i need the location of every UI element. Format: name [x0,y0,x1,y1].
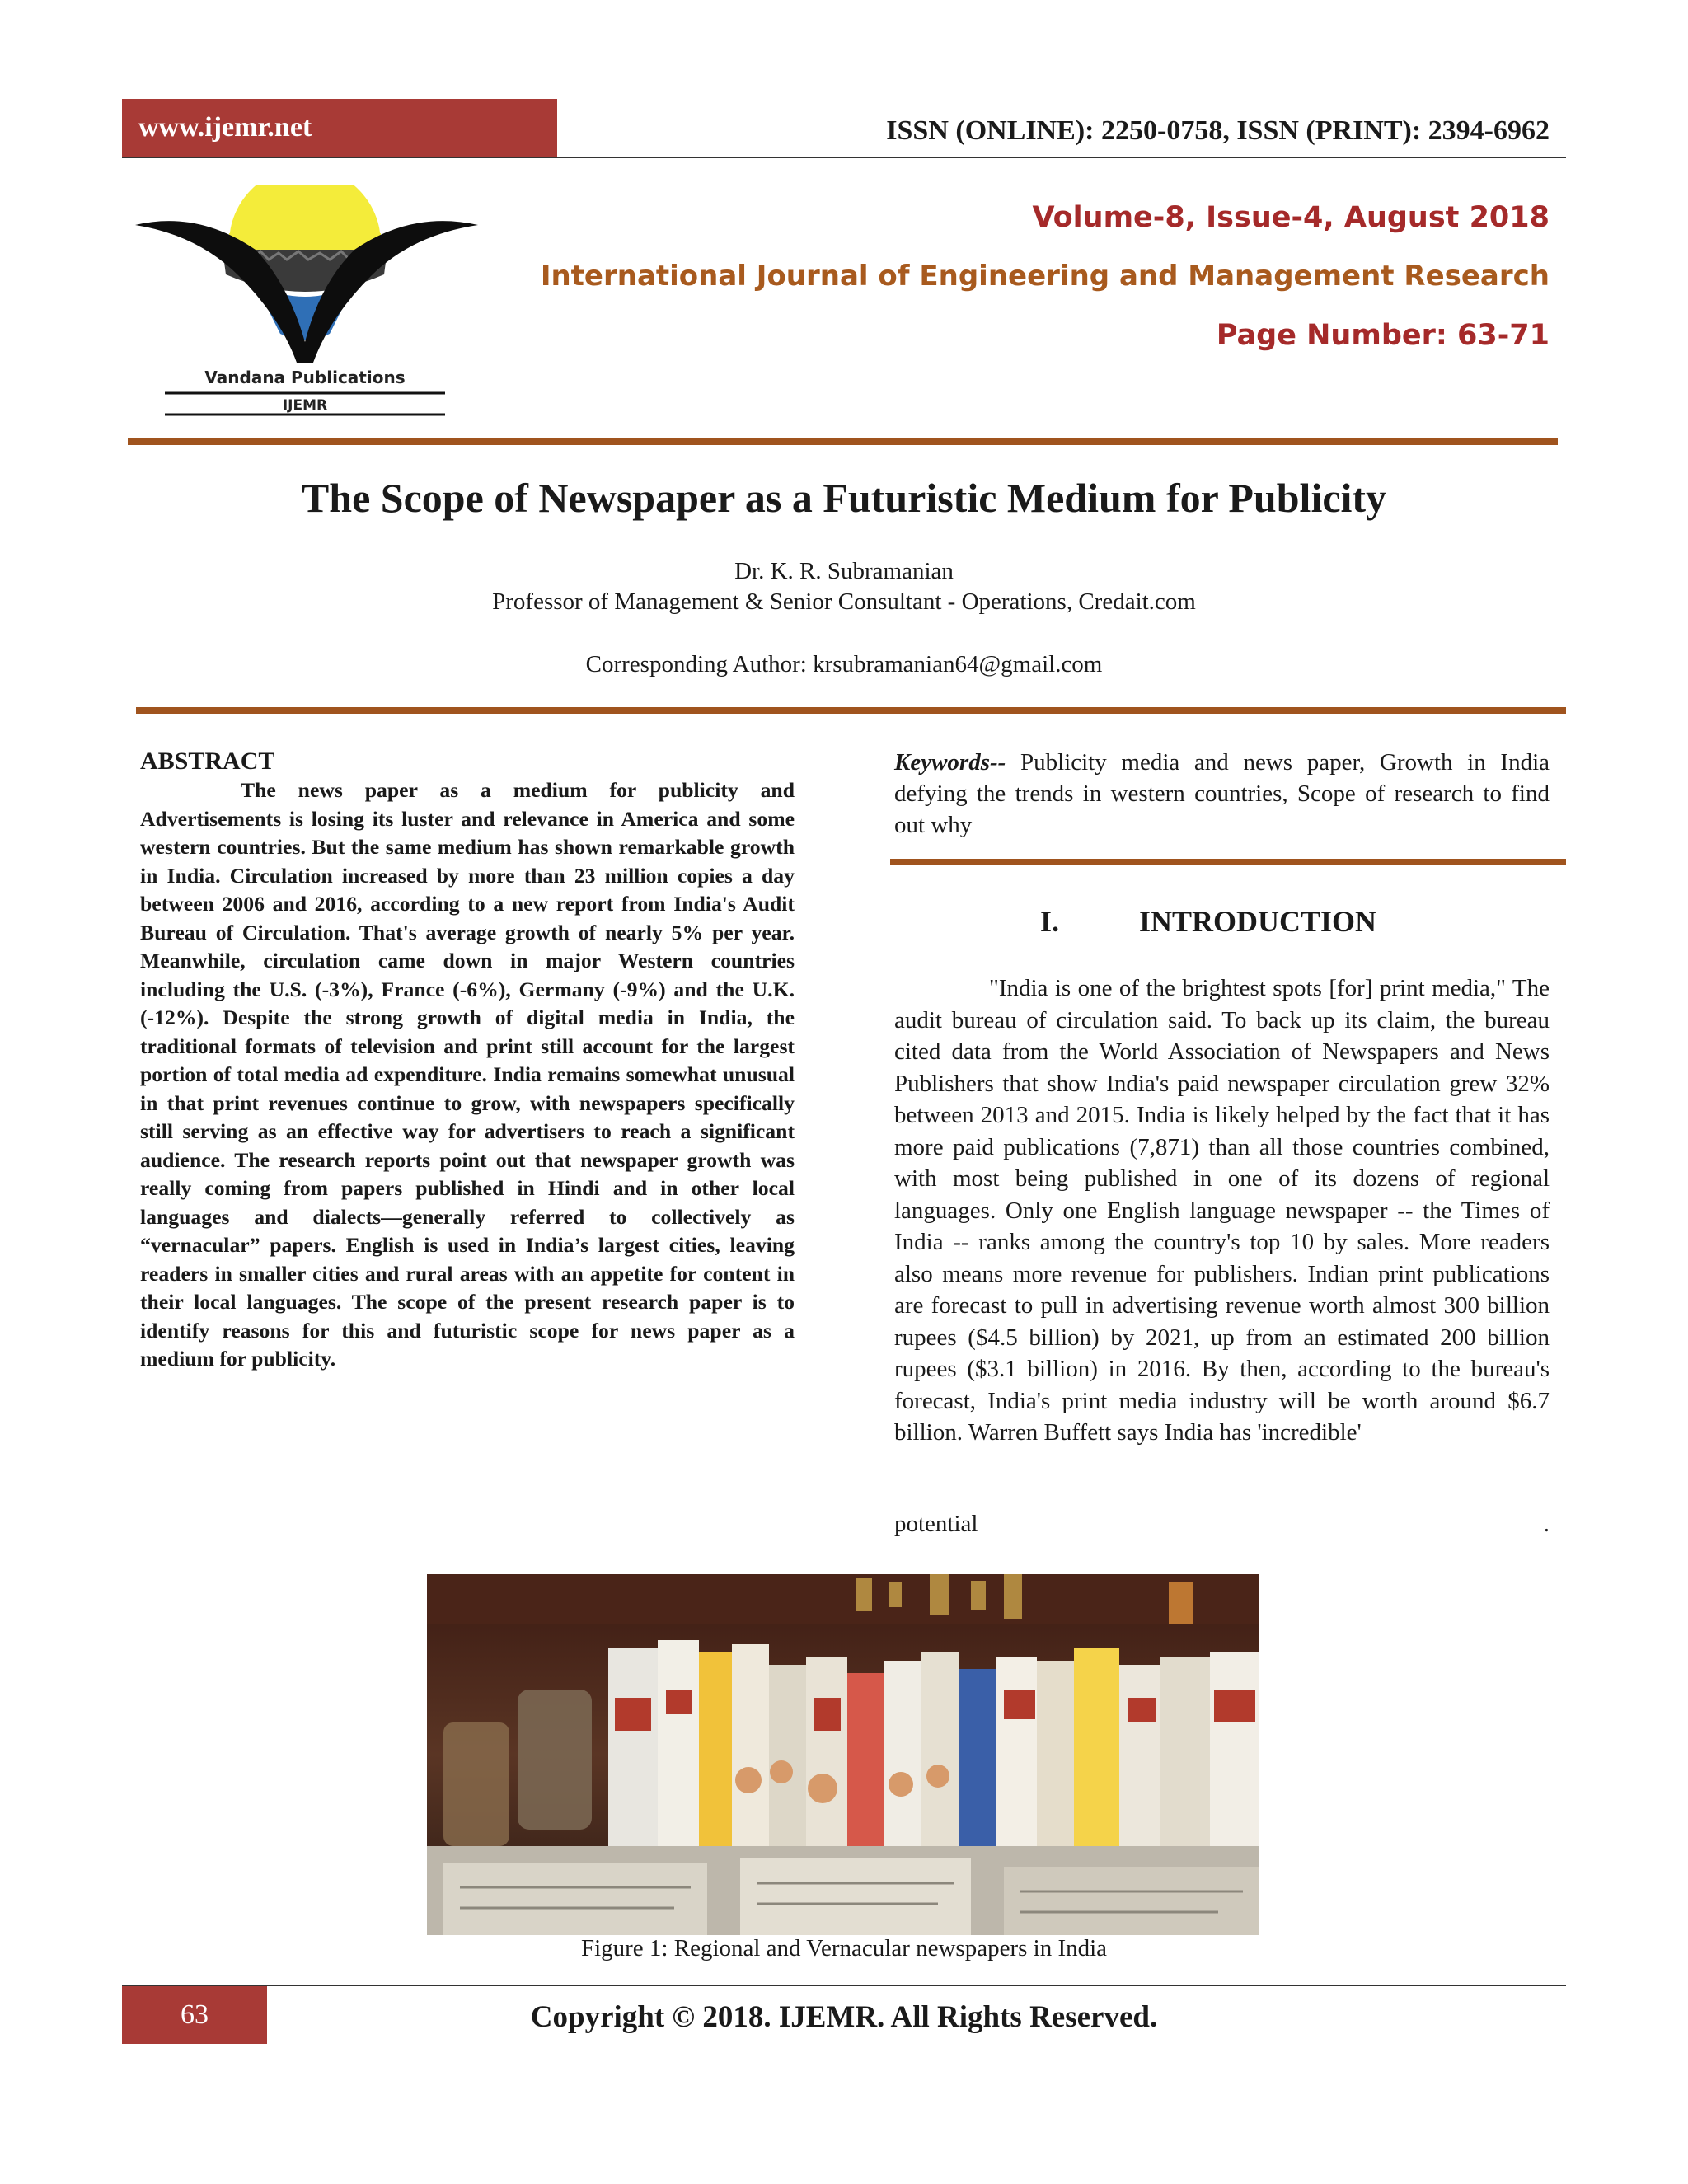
logo-emblem [135,185,478,363]
keywords-rule [890,859,1566,865]
footer-divider [122,1985,1566,1986]
issn-line: ISSN (ONLINE): 2250-0758, ISSN (PRINT): 2394-6962 [886,115,1550,146]
logo-abbr-text: IJEMR [282,397,328,414]
section-title: INTRODUCTION [1139,905,1377,938]
author-affiliation: Professor of Management & Senior Consultant - Operations, Credait.com [492,588,1196,615]
title-top-rule [128,438,1558,445]
header-divider [122,157,1566,158]
corresponding-author: Corresponding Author: krsubramanian64@gmail.com [585,651,1103,677]
page-number-badge: 63 [122,1986,267,2044]
figure-newspapers-photo [427,1574,1259,1935]
abstract-section [140,747,795,1374]
abstract-heading: ABSTRACT [140,748,275,775]
author-name: Dr. K. R. Subramanian [734,558,954,584]
journal-name: International Journal of Engineering and Management Research [540,260,1550,293]
copyright-notice: Copyright © 2018. IJEMR. All Rights Reserved. [530,2000,1158,2034]
keywords-section [894,747,1550,841]
abstract-text: The news paper as a medium for publicity and Advertisements is losing its luster and relevance in America and some western countries. But the same medium has shown remarkable growth in India. Circulation increased by more than 23 million copies a day between 2006 and 2016, according to a new report from India's Audit Bureau of Circulation. That's average growth of nearly 5% per year. Meanwhile, circulation came down in major Western countries including the U.S. (-3%), France (-6%), Germany (-9%) and the U.K. (-12%). Despite the strong growth of digital media in India, the traditional formats of television and print still account for the largest portion of total media ad expenditure. India remains somewhat unusual in that print revenues continue to grow, with newspapers specifically still serving as an effective way for advertisers to reach a significant audience. The research reports point out that newspaper growth was really coming from papers published in Hindi and in other local languages and dialects—generally referred to collectively as “vernacular” papers. English is used in India’s largest cities, leaving readers in smaller cities and rural areas with an appetite for content in their local languages. The scope of the present research paper is to identify reasons for this and futuristic scope for news paper as a medium for publicity. [140,778,795,1371]
logo-publisher-text: Vandana Publications [204,368,406,387]
introduction-tail [894,1511,1550,1538]
introduction-tail-dot: . [1543,1511,1550,1537]
journal-website-badge: www.ijemr.net [122,99,557,157]
section-number: I. [1040,905,1060,938]
journal-logo [132,185,478,416]
keywords-label: Keywords-- [894,749,1006,776]
introduction-tail-word: potential [894,1511,978,1537]
journal-volume: Volume-8, Issue-4, August 2018 [1032,201,1550,234]
keywords-text: Publicity media and news paper, Growth in India defying the trends in western countries, Scope of research to find out why [894,749,1550,838]
journal-pages: Page Number: 63-71 [1216,319,1550,352]
title-bottom-rule [136,707,1566,714]
figure-caption: Figure 1: Regional and Vernacular newspapers in India [580,1935,1108,1961]
introduction-text: "India is one of the brightest spots [for] print media," The audit bureau of circulation said. To back up its claim, the bureau cited data from the World Association of Newspapers and News Publishers that show India's paid newspaper circulation grew 32% between 2013 and 2015. India is likely helped by the fact that it has more paid publications (7,871) than all those countries combined, with most being published in one of its dozens of regional languages. Only one English language newspaper -- the Times of India -- ranks among the country's top 10 by sales. More readers also means more revenue for publishers. Indian print publications are forecast to pull in advertising revenue worth almost 300 billion rupees ($4.5 billion) by 2021, up from an estimated 200 billion rupees ($3.1 billion) in 2016. By then, according to the bureau's forecast, India's print media industry will be worth around $6.7 billion. Warren Buffett says India has 'incredible' [894,975,1550,1446]
paper-title: The Scope of Newspaper as a Futuristic Medium for Publicity [301,475,1387,521]
